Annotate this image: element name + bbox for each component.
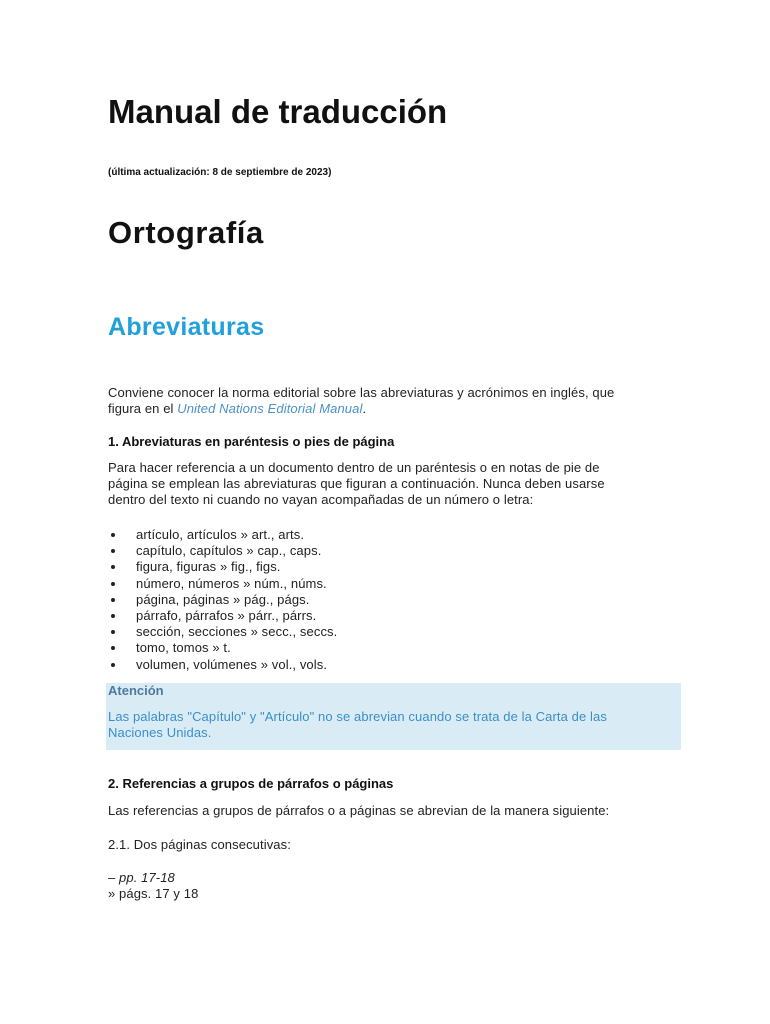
attention-label: Atención: [108, 683, 164, 698]
intro-line-2: [108, 401, 614, 417]
list-item: [108, 543, 337, 559]
list-item: [108, 608, 337, 624]
paragraph-line: página se emplean las abreviaturas que figuran a continuación. Nunca deben usarse: [108, 476, 605, 491]
abbreviation-list: [108, 527, 337, 673]
list-item-text: número, números » núm., núms.: [136, 575, 327, 591]
list-item: [108, 527, 337, 543]
document-title: Manual de traducción: [108, 93, 448, 130]
list-item: [108, 592, 337, 608]
list-item-text: tomo, tomos » t.: [136, 640, 231, 656]
list-item: [108, 559, 337, 575]
section-heading: Ortografía: [108, 215, 264, 250]
example-target-line: » págs. 17 y 18: [108, 886, 199, 901]
example-source-line: – pp. 17-18: [108, 870, 175, 885]
part2-example: [108, 870, 198, 902]
bullet-marker: [111, 630, 115, 634]
paragraph-line: Para hacer referencia a un documento dentro de un paréntesis o en notas de pie de: [108, 460, 600, 475]
list-item: [108, 640, 337, 656]
intro-line-1: Conviene conocer la norma editorial sobre las abreviaturas y acrónimos en inglés, que: [108, 385, 615, 400]
bullet-marker: [111, 598, 115, 602]
bullet-marker: [111, 646, 115, 650]
editorial-manual-link[interactable]: United Nations Editorial Manual: [177, 401, 363, 416]
intro-paragraph: [108, 385, 614, 417]
intro-text-after-link: .: [362, 401, 367, 416]
part1-paragraph: [108, 460, 605, 508]
bullet-marker: [111, 663, 115, 667]
list-item: [108, 657, 337, 673]
bullet-marker: [111, 614, 115, 618]
attention-text-line: Las palabras "Capítulo" y "Artículo" no se abrevian cuando se trata de la Carta de las: [108, 709, 607, 724]
paragraph-line: dentro del texto ni cuando no vayan acompañadas de un número o letra:: [108, 492, 534, 507]
last-updated-note: (última actualización: 8 de septiembre de 2023): [108, 167, 332, 178]
list-item-text: figura, figuras » fig., figs.: [136, 559, 281, 575]
list-item: [108, 624, 337, 640]
part2-paragraph: Las referencias a grupos de párrafos o a páginas se abrevian de la manera siguiente:: [108, 803, 610, 818]
part2-subpoint: 2.1. Dos páginas consecutivas:: [108, 837, 291, 852]
list-item: [108, 576, 337, 592]
list-item-text: párrafo, párrafos » párr., párrs.: [136, 607, 317, 623]
list-item-text: sección, secciones » secc., seccs.: [136, 624, 338, 640]
attention-callout: [106, 683, 681, 750]
subsection-heading: Abreviaturas: [108, 313, 265, 341]
part1-heading: 1. Abreviaturas en paréntesis o pies de página: [108, 434, 395, 449]
attention-text-line: Naciones Unidas.: [108, 725, 212, 740]
list-item-text: página, páginas » pág., págs.: [136, 591, 310, 607]
bullet-marker: [111, 549, 115, 553]
intro-text-before-link: figura en el: [108, 401, 178, 416]
part2-heading: 2. Referencias a grupos de párrafos o páginas: [108, 776, 394, 791]
list-item-text: capítulo, capítulos » cap., caps.: [136, 543, 322, 559]
list-item-text: artículo, artículos » art., arts.: [136, 527, 305, 542]
bullet-marker: [111, 533, 115, 537]
list-item-text: volumen, volúmenes » vol., vols.: [136, 656, 328, 672]
bullet-marker: [111, 582, 115, 586]
bullet-marker: [111, 565, 115, 569]
